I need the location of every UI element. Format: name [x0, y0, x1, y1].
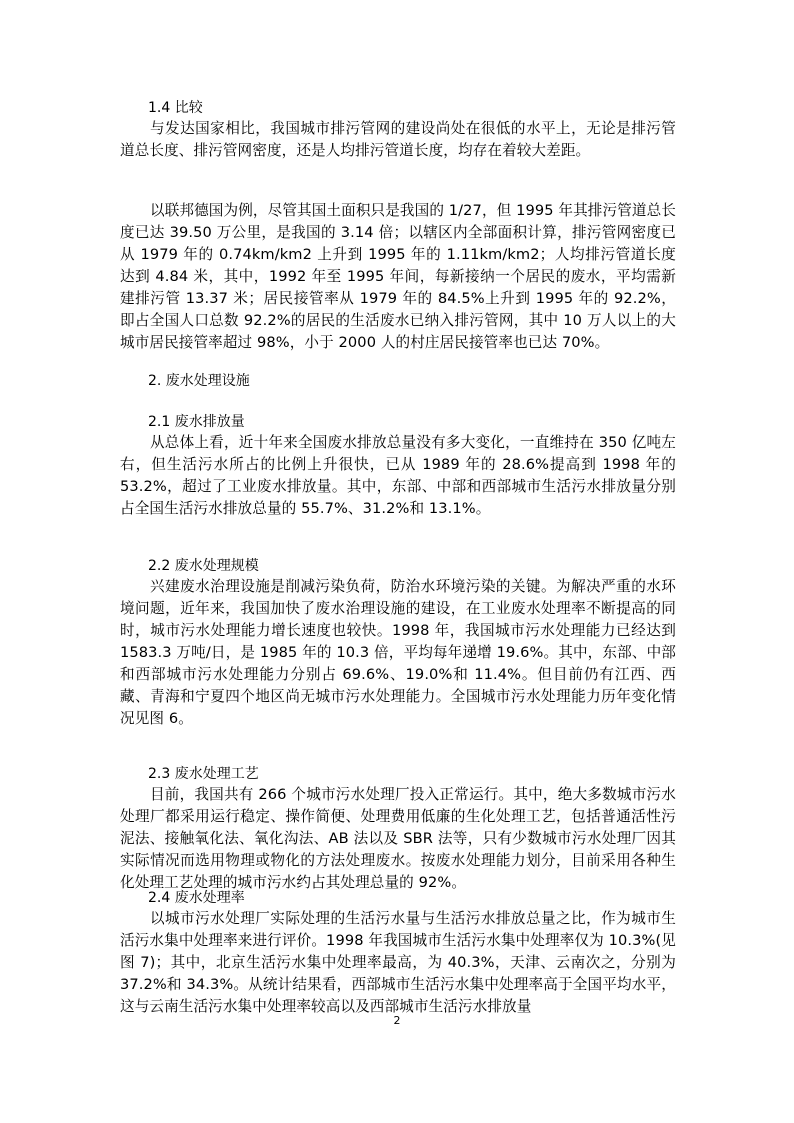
paragraph-treatment-capacity: 兴建废水治理设施是削减污染负荷，防治水环境污染的关键。为解决严重的水环境问题，近年来，我国加快了废水治理设施的建设，在工业废水处理率不断提高的同时，城市污水处理能力增长速度也较快。1998 年，我国城市污水处理能力已经达到 1583.3 万吨/日，是 1985 年的 10.3 倍，平均每年递增 19.6%。其中，东部、中部和西部城市污水处理能力分别占 69.6%、19.0%和 11.4%。但目前仍有江西、西藏、青海和宁夏四个地区尚无城市污水处理能力。全国城市污水处理能力历年变化情况见图 6。	[120, 578, 676, 727]
page-number: 2	[393, 1014, 401, 1027]
section-heading-2-3: 2.3 废水处理工艺	[148, 766, 259, 782]
section-heading-2-1: 2.1 废水排放量	[148, 414, 245, 430]
section-heading-2-4: 2.4 废水处理率	[148, 890, 245, 906]
paragraph-wastewater-discharge: 从总体上看，近十年来全国废水排放总量没有多大变化，一直维持在 350 亿吨左右，但生活污水所占的比例上升很快，已从 1989 年的 28.6%提高到 1998 年的 53.2%，超过了工业废水排放量。其中，东部、中部和西部城市生活污水排放量分别占全国生活污水排放总量的 55.7%、31.2%和 13.1%。	[120, 434, 676, 517]
paragraph-germany-example: 以联邦德国为例，尽管其国土面积只是我国的 1/27，但 1995 年其排污管道总长度已达 39.50 万公里，是我国的 3.14 倍；以辖区内全部面积计算，排污管网密度已从 1979 年的 0.74km/km2 上升到 1995 年的 1.11km/km2；人均排污管道长度达到 4.84 米，其中，1992 年至 1995 年间，每新接纳一个居民的废水，平均需新建排污管 13.37 米；居民接管率从 1979 年的 84.5%上升到 1995 年的 92.2%，即占全国人口总数 92.2%的居民的生活废水已纳入排污管网，其中 10 万人以上的大城市居民接管率超过 98%，小于 2000 人的村庄居民接管率也已达 70%。	[120, 202, 676, 351]
section-heading-1-4: 1.4 比较	[148, 100, 203, 116]
section-heading-2-2: 2.2 废水处理规模	[148, 558, 259, 574]
paragraph-treatment-process: 目前，我国共有 266 个城市污水处理厂投入正常运行。其中，绝大多数城市污水处理厂都采用运行稳定、操作简便、处理费用低廉的生化处理工艺，包括普通活性污泥法、接触氧化法、氧化沟法、AB 法以及 SBR 法等，只有少数城市污水处理厂因其实际情况而选用物理或物化的方法处理废水。按废水处理能力划分，目前采用各种生化处理工艺处理的城市污水约占其处理总量的 92%。	[120, 786, 676, 891]
paragraph-treatment-rate: 以城市污水处理厂实际处理的生活污水量与生活污水排放总量之比，作为城市生活污水集中处理率来进行评价。1998 年我国城市生活污水集中处理率仅为 10.3%(见图 7)；其中，北京生活污水集中处理率最高，为 40.3%，天津、云南次之，分别为 37.2%和 34.3%。从统计结果看，西部城市生活污水集中处理率高于全国平均水平，这与云南生活污水集中处理率较高以及西部城市生活污水排放量	[120, 910, 676, 1015]
paragraph-comparison: 与发达国家相比，我国城市排污管网的建设尚处在很低的水平上，无论是排污管道总长度、排污管网密度，还是人均排污管道长度，均存在着较大差距。	[120, 120, 676, 159]
section-heading-2: 2. 废水处理设施	[148, 373, 250, 389]
